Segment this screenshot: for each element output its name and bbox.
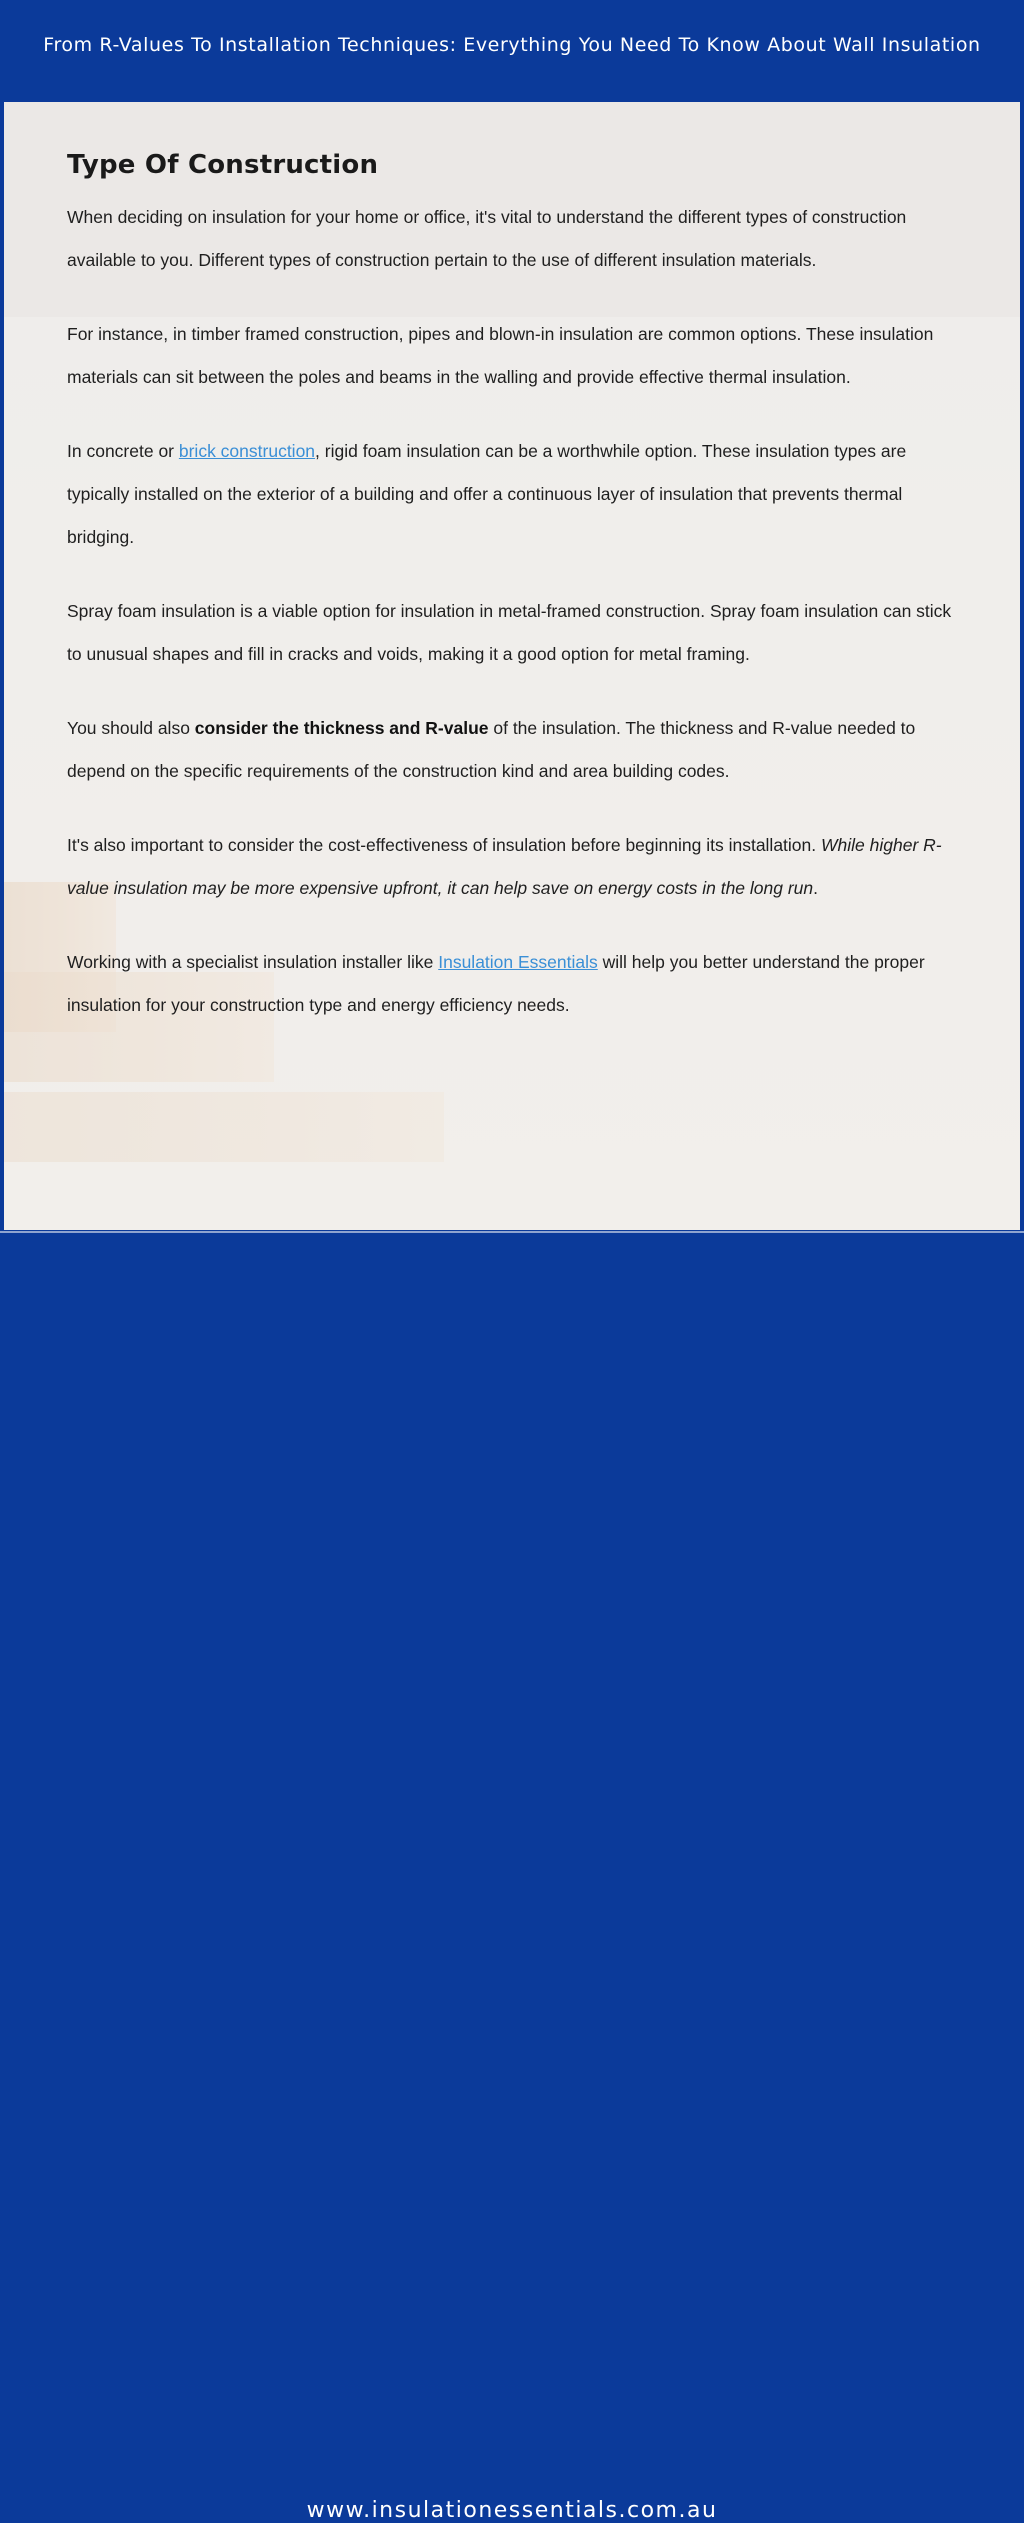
paragraph-text: You should also xyxy=(67,718,195,738)
paragraph-cost xyxy=(67,824,967,910)
article-content xyxy=(67,150,967,1058)
footer-bar xyxy=(0,1234,1024,2523)
section-heading: Type Of Construction xyxy=(67,150,379,180)
italic-emphasis: While higher R-value insulation may be more expensive upfront, it can help save on energy costs in the long run xyxy=(67,835,942,898)
paragraph-timber: For instance, in timber framed construction, pipes and blown-in insulation are common options. These insulation materials can sit between the poles and beams in the walling and provide effective thermal insulation. xyxy=(67,324,934,387)
paragraph-text: will help you better understand the proper insulation for your construction type and energy efficiency needs. xyxy=(67,952,925,1015)
brick-construction-link[interactable]: brick construction xyxy=(178,441,316,461)
paragraph-text: Working with a specialist insulation installer like xyxy=(67,952,439,972)
paragraph-text: of the insulation. The thickness and R-value needed to depend on the specific requirements of the construction kind and area building codes. xyxy=(67,718,916,781)
paragraph-concrete xyxy=(67,430,967,559)
bold-emphasis: consider the thickness and R-value xyxy=(194,718,489,738)
paragraph-text: . xyxy=(813,878,819,898)
paragraph-specialist xyxy=(67,941,967,1027)
paragraph-intro: When deciding on insulation for your home or office, it's vital to understand the different types of construction available to you. Different types of construction pertain to the use of different insulation materials. xyxy=(67,207,907,270)
header-bar xyxy=(0,0,1024,100)
paragraph-spray-foam: Spray foam insulation is a viable option for insulation in metal-framed construction. Spray foam insulation can stick to unusual shapes and fill in cracks and voids, making it a good option for metal framing. xyxy=(67,601,952,664)
paragraph-text: It's also important to consider the cost-effectiveness of insulation before beginning its installation. xyxy=(67,835,821,855)
paragraph-text: , rigid foam insulation can be a worthwhile option. These insulation types are typically installed on the exterior of a building and offer a continuous layer of insulation that prevents thermal bridging. xyxy=(67,441,907,547)
paragraph-text: In concrete or xyxy=(67,441,179,461)
document-title: From R-Values To Installation Techniques: Everything You Need To Know About Wall Insulation xyxy=(43,34,981,56)
footer-website-url[interactable]: www.insulationessentials.com.au xyxy=(306,2498,718,2523)
footer-divider xyxy=(0,1231,1024,1233)
paragraph-thickness xyxy=(67,707,967,793)
insulation-essentials-link[interactable]: Insulation Essentials xyxy=(438,952,598,972)
